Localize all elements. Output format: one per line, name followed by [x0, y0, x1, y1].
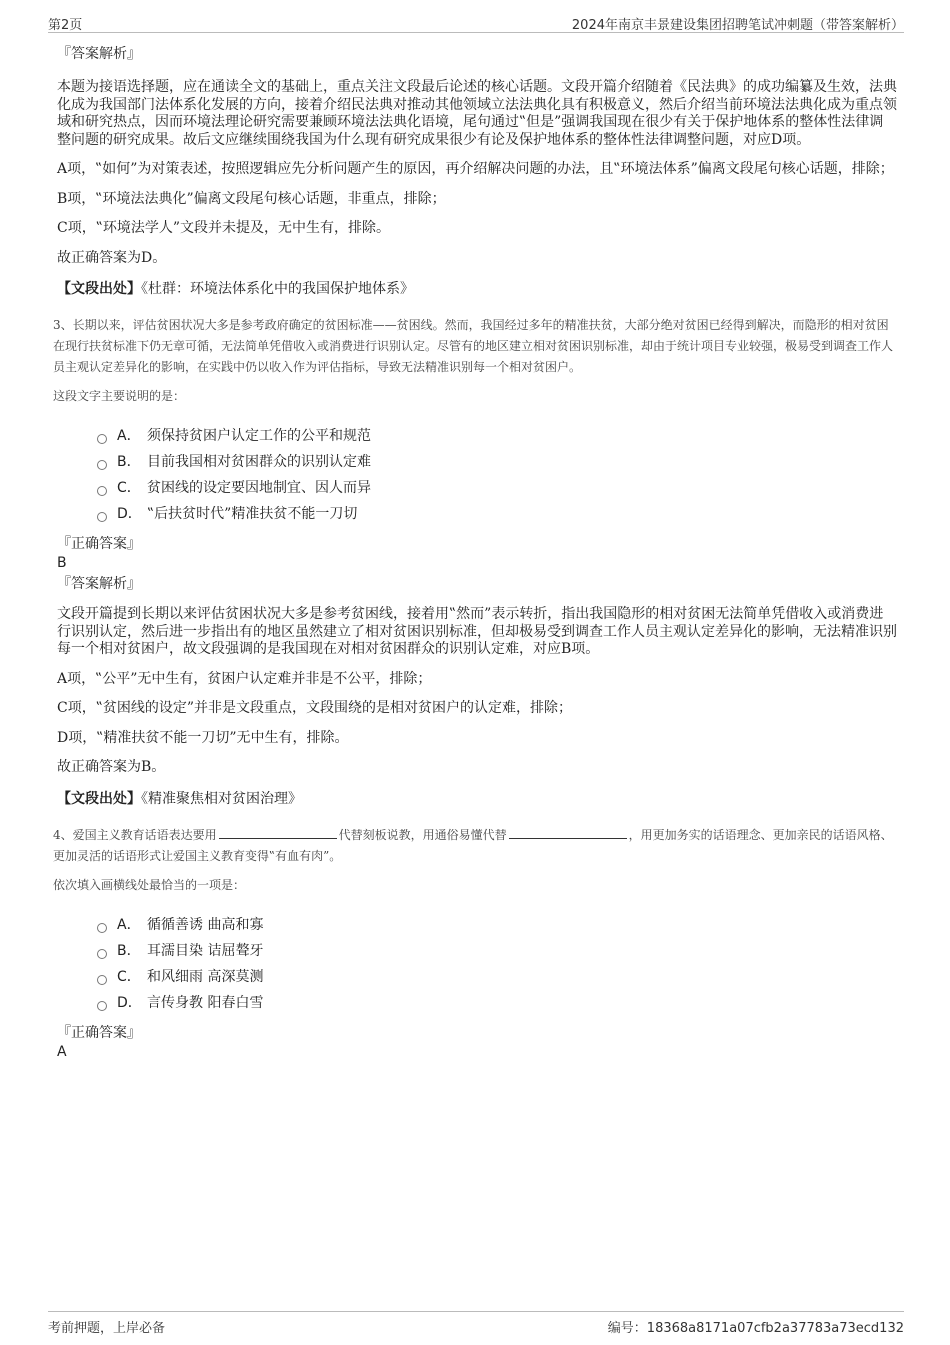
question-text-part: 代替刻板说教，用通俗易懂代替 — [338, 827, 507, 842]
analysis-body — [57, 79, 897, 267]
question-4 — [53, 825, 897, 1061]
question-text — [53, 825, 897, 867]
code-value: 18368a8171a07cfb2a37783a73ecd132 — [646, 1321, 904, 1336]
option-letter: D． — [117, 506, 142, 523]
page-number-label: 第2页 — [48, 18, 83, 33]
correct-answer-tag: 『正确答案』 — [57, 536, 141, 552]
radio-icon[interactable] — [97, 434, 107, 444]
option-list — [97, 913, 897, 1017]
question-text-part: ，用更加务实的话语理念、更加亲民的话语风格、更加灵活的话语形式让爱国主义教育变得‟有血有肉”。 — [53, 827, 893, 863]
option-letter: C． — [117, 480, 141, 497]
analysis-paragraph: A项，‟公平”无中生有，贫困户认定难并非是不公平，排除； — [57, 670, 432, 687]
fill-blank-2 — [509, 826, 627, 839]
analysis-tag: 『答案解析』 — [57, 576, 141, 592]
option-list — [97, 424, 897, 528]
option-d[interactable] — [97, 991, 897, 1017]
option-d[interactable] — [97, 502, 897, 528]
source-label: 【文段出处】 — [57, 790, 141, 807]
analysis-paragraph: C项，‟环境法学人”文段并未提及，无中生有，排除。 — [57, 220, 391, 236]
option-text: 目前我国相对贫困群众的识别认定难 — [147, 454, 371, 471]
page-footer — [48, 1311, 904, 1336]
radio-icon[interactable] — [97, 923, 107, 933]
analysis-paragraph: 本题为接语选择题，应在通读全文的基础上，重点关注文段最后论述的核心话题。文段开篇介绍随着《民法典》的成功编纂及生效，法典化成为我国部门法体系化发展的方向，接着介绍民法典对推动其他领域立法法典化具有积极意义，然后介绍当前环境法法典化成为重点领域和研究热点，因而环境法理论研究需要兼顾环境法法典化语境，尾句通过‟但是”强调我国现在很少有关于保护地体系的整体性法律调整问题的研究成果。故后文应继续围绕我国为什么现有研究成果很少有论及保护地体系的整体性法律调整问题，对应D项。 — [57, 79, 897, 148]
fill-blank-1 — [219, 826, 337, 839]
radio-icon[interactable] — [97, 949, 107, 959]
analysis-paragraph: D项，‟精准扶贫不能一刀切”无中生有，排除。 — [57, 729, 349, 746]
option-letter: B． — [117, 454, 141, 471]
page-content — [53, 44, 897, 1063]
source-citation — [57, 789, 897, 809]
analysis-tag: 『答案解析』 — [57, 46, 141, 62]
option-b[interactable] — [97, 450, 897, 476]
document-code — [608, 1317, 904, 1336]
option-letter: C． — [117, 968, 141, 985]
correct-answer-value: A — [57, 1043, 67, 1060]
analysis-paragraph: 故正确答案为B。 — [57, 759, 166, 775]
question-3 — [53, 315, 897, 809]
analysis-paragraph: 故正确答案为D。 — [57, 249, 167, 266]
question-prompt: 依次填入画横线处最恰当的一项是： — [53, 877, 246, 892]
radio-icon[interactable] — [97, 486, 107, 496]
option-text: 耳濡目染 诘屈聱牙 — [147, 942, 264, 959]
question-text: 3、长期以来，评估贫困状况大多是参考政府确定的贫困标准——贫困线。然而，我国经过多年的精准扶贫，大部分绝对贫困已经得到解决，而隐形的相对贫困在现行扶贫标准下仍无章可循，无法简单凭借收入或消费进行识别认定。尽管有的地区建立相对贫困识别标准，却由于统计项目专业较强，极易受到调查工作人员主观认定差异化的影响，在实践中仍以收入作为评估指标，导致无法精准识别每一个相对贫困户。 — [53, 318, 894, 374]
option-letter: B． — [117, 942, 141, 959]
option-text: 须保持贫困户认定工作的公平和规范 — [147, 428, 371, 445]
analysis-paragraph: A项，‟如何”为对策表述，按照逻辑应先分析问题产生的原因，再介绍解决问题的办法，且‟环境法体系”偏离文段尾句核心话题，排除； — [57, 161, 894, 177]
analysis-paragraph: 文段开篇提到长期以来评估贫困状况大多是参考贫困线，接着用‟然而”表示转折，指出我国隐形的相对贫困无法简单凭借收入或消费进行识别认定，然后进一步指出有的地区虽然建立了相对贫困识别标准，但却极易受到调查工作人员主观认定差异化的影响，无法精准识别每一个相对贫困户，故文段强调的是我国现在对相对贫困群众的识别认定难，对应B项。 — [57, 606, 897, 657]
option-text: 言传身教 阳春白雪 — [147, 994, 264, 1011]
option-text: 贫困线的设定要因地制宜、因人而异 — [147, 480, 371, 497]
option-letter: D． — [117, 994, 142, 1011]
code-label: 编号： — [607, 1321, 647, 1336]
question-text-part: 4、爱国主义教育话语表达要用 — [53, 827, 217, 842]
option-c[interactable] — [97, 476, 897, 502]
radio-icon[interactable] — [97, 1001, 107, 1011]
question-prompt: 这段文字主要说明的是： — [53, 389, 186, 403]
option-text: ‟后扶贫时代”精准扶贫不能一刀切 — [147, 506, 358, 523]
analysis-body — [57, 606, 897, 777]
option-c[interactable] — [97, 965, 897, 991]
source-citation — [57, 279, 897, 299]
radio-icon[interactable] — [97, 975, 107, 985]
option-letter: A． — [117, 916, 141, 933]
radio-icon[interactable] — [97, 460, 107, 470]
analysis-paragraph: C项，‟贫困线的设定”并非是文段重点，文段围绕的是相对贫困户的认定难，排除； — [57, 700, 573, 716]
correct-answer-tag: 『正确答案』 — [57, 1024, 141, 1041]
option-text: 和风细雨 高深莫测 — [147, 968, 264, 985]
source-label: 【文段出处】 — [57, 281, 141, 297]
analysis-paragraph: B项，‟环境法法典化”偏离文段尾句核心话题，非重点，排除； — [57, 190, 446, 207]
option-a[interactable] — [97, 424, 897, 450]
prev-question-analysis — [57, 44, 897, 299]
option-a[interactable] — [97, 913, 897, 939]
correct-answer-value: B — [57, 555, 67, 571]
footer-slogan: 考前押题，上岸必备 — [48, 1321, 166, 1336]
source-text: 《精准聚焦相对贫困治理》 — [141, 790, 302, 807]
page-header — [48, 10, 904, 33]
source-text: 《杜群：环境法体系化中的我国保护地体系》 — [141, 281, 414, 297]
radio-icon[interactable] — [97, 512, 107, 522]
option-text: 循循善诱 曲高和寡 — [147, 916, 264, 933]
option-letter: A． — [117, 428, 141, 445]
document-title: 2024年南京丰景建设集团招聘笔试冲刺题（带答案解析） — [571, 18, 904, 33]
option-b[interactable] — [97, 939, 897, 965]
